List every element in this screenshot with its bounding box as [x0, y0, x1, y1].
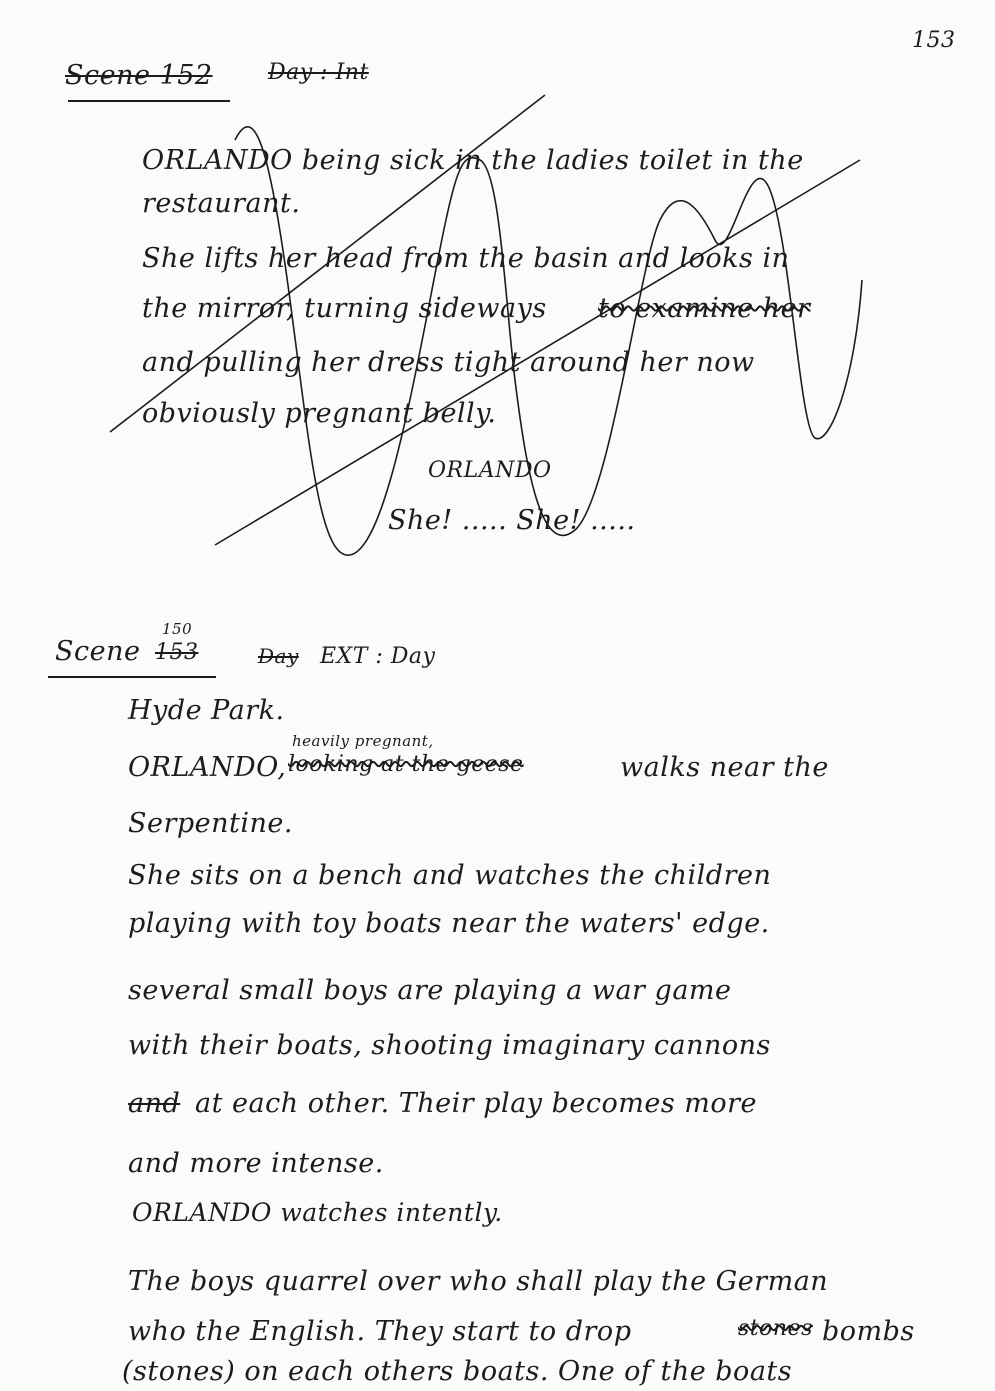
- scene-line-12: (stones) on each others boats. One of the boats: [122, 1356, 793, 1387]
- scene-label: Scene: [55, 636, 141, 667]
- deleted-line-4: the mirror, turning sideways: [142, 293, 547, 324]
- scene-line-4: playing with toy boats near the waters' edge.: [128, 908, 770, 939]
- scene-line-11-start: who the English. They start to drop: [128, 1316, 632, 1347]
- scene-line-3: She sits on a bench and watches the children: [128, 860, 772, 891]
- deleted-character: ORLANDO: [428, 458, 552, 483]
- scene-insertion: heavily pregnant,: [292, 732, 434, 750]
- scene-struck-word: Day: [258, 644, 299, 668]
- deleted-line-3: She lifts her head from the basin and looks in: [142, 243, 790, 274]
- scene-line-9: ORLANDO watches intently.: [132, 1198, 503, 1227]
- scene-line-10: The boys quarrel over who shall play the German: [128, 1266, 829, 1297]
- deleted-scene-heading: Scene 152: [65, 60, 213, 91]
- scene-line-1-end: walks near the: [620, 752, 829, 783]
- deleted-scene-time: Day : Int: [268, 60, 369, 85]
- scene-number-struck: 153: [155, 640, 199, 665]
- deleted-line-1: ORLANDO being sick in the ladies toilet in the: [142, 145, 804, 176]
- deleted-line-5: and pulling her dress tight around her now: [142, 347, 755, 378]
- deleted-line-6: obviously pregnant belly.: [142, 398, 497, 429]
- scene-line-8: and more intense.: [128, 1148, 384, 1179]
- scene-heading-underline: [48, 676, 216, 678]
- scene-line-2: Serpentine.: [128, 808, 293, 839]
- scene-line-7: at each other. Their play becomes more: [195, 1088, 758, 1119]
- scene-line-5: several small boys are playing a war game: [128, 975, 732, 1006]
- scene-number: 150: [162, 620, 193, 638]
- deleted-dialogue: She! ..... She! .....: [388, 505, 636, 536]
- page-number: 153: [912, 28, 956, 53]
- scene-line-7-struck: and: [128, 1088, 181, 1119]
- scene-line-11-struck: stones: [738, 1316, 813, 1341]
- scene-line-11-end: bombs: [822, 1316, 915, 1347]
- scene-line-1-start: ORLANDO,: [128, 752, 287, 783]
- deleted-scene-heading-underline: [68, 100, 230, 102]
- deleted-line-2: restaurant.: [142, 188, 301, 219]
- deletion-wave-line: [235, 127, 862, 555]
- scene-setting: Hyde Park.: [128, 695, 285, 726]
- scene-line-1-struck: looking at the geese: [288, 752, 524, 777]
- scene-line-6: with their boats, shooting imaginary cannons: [128, 1030, 771, 1061]
- deleted-line-4-struck: to examine her: [598, 293, 811, 324]
- scene-time: EXT : Day: [320, 644, 436, 669]
